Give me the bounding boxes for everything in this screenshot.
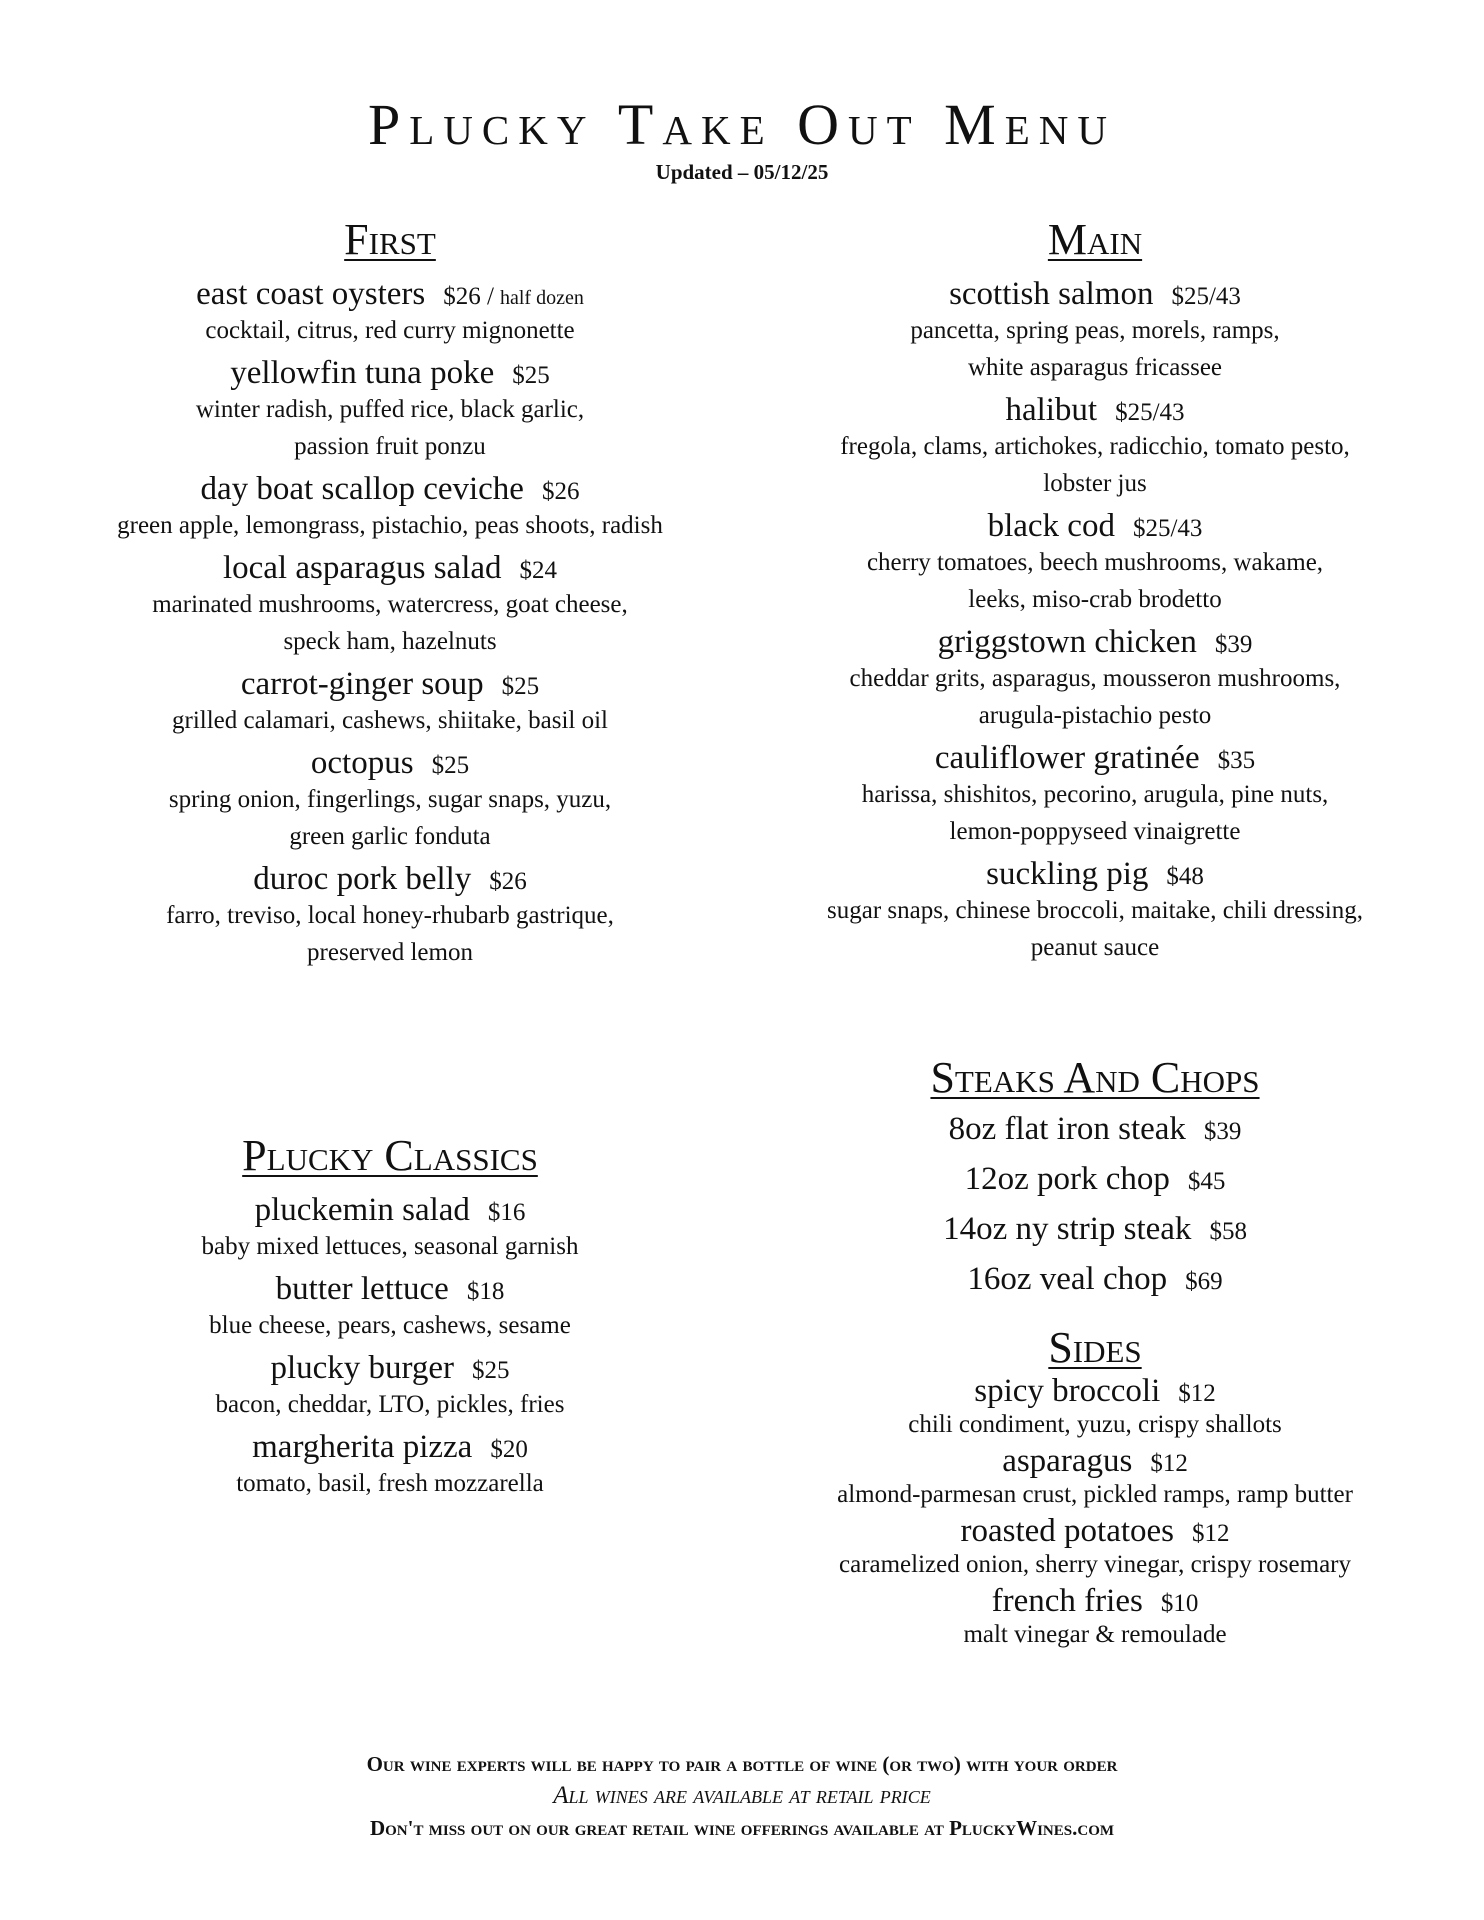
menu-item-description-line: baby mixed lettuces, seasonal garnish <box>201 1233 579 1260</box>
menu-item <box>60 471 720 544</box>
menu-item-heading <box>60 1271 720 1307</box>
menu-item-description-line: marinated mushrooms, watercress, goat cheese, <box>152 591 628 618</box>
menu-item-description-line: cocktail, citrus, red curry mignonette <box>205 317 575 344</box>
menu-item-price: $39 <box>1214 631 1253 658</box>
menu-item-description <box>60 1386 720 1423</box>
menu-item-description-line: caramelized onion, sherry vinegar, crispy rosemary <box>839 1551 1351 1578</box>
sides-section <box>765 1322 1425 1654</box>
menu-item-description <box>765 776 1425 850</box>
menu-item-price: $12 <box>1192 1520 1230 1547</box>
menu-item-name: day boat scallop ceviche <box>200 471 524 507</box>
menu-item-description-line: speck ham, hazelnuts <box>283 628 497 655</box>
menu-item <box>60 745 720 855</box>
menu-item-price: $39 <box>1203 1118 1242 1145</box>
menu-item-description <box>60 1465 720 1502</box>
menu-item-price: $69 <box>1185 1268 1223 1295</box>
footer-retail-price: All wines are available at retail price <box>553 1782 931 1809</box>
menu-item-heading <box>60 276 720 312</box>
footer-website: Don't miss out on our great retail wine offerings available at PluckyWines.com <box>369 1816 1115 1840</box>
menu-item <box>60 1429 720 1502</box>
section-title-sides: Sides <box>1048 1323 1142 1372</box>
menu-item-name: yellowfin tuna poke <box>230 355 495 391</box>
menu-item <box>60 550 720 660</box>
menu-item-heading <box>765 624 1425 660</box>
menu-item <box>765 1374 1425 1442</box>
menu-item-name: butter lettuce <box>275 1271 449 1307</box>
menu-item <box>765 1204 1425 1254</box>
menu-item-heading <box>60 861 720 897</box>
menu-item-description <box>60 1228 720 1265</box>
menu-item <box>60 1271 720 1344</box>
menu-item-description-line: harissa, shishitos, pecorino, arugula, pine nuts, <box>861 781 1329 808</box>
menu-item-heading <box>60 1429 720 1465</box>
menu-item <box>765 1104 1425 1154</box>
menu-item-heading <box>765 1154 1425 1204</box>
menu-item-description <box>765 660 1425 734</box>
first-items <box>60 276 720 971</box>
main-section <box>765 214 1425 972</box>
menu-item-heading <box>60 355 720 391</box>
section-title-first: First <box>344 215 436 264</box>
menu-item-description-line: cherry tomatoes, beech mushrooms, wakame, <box>866 549 1324 576</box>
menu-item-name: local asparagus salad <box>222 550 502 586</box>
menu-item-description-line: arugula-pistachio pesto <box>978 702 1212 729</box>
menu-item-heading <box>765 1374 1425 1408</box>
menu-item-description-line: blue cheese, pears, cashews, sesame <box>209 1312 571 1339</box>
section-title-classics: Plucky Classics <box>242 1131 538 1180</box>
menu-item-description <box>765 1408 1425 1442</box>
menu-item-description <box>60 1307 720 1344</box>
menu-item-name: plucky burger <box>270 1350 455 1386</box>
menu-item-price: $25 <box>512 362 550 389</box>
menu-item-description-line: tomato, basil, fresh mozzarella <box>236 1470 544 1497</box>
updated-date: Updated – 05/12/25 <box>655 160 829 184</box>
menu-item <box>765 392 1425 502</box>
menu-item-heading <box>60 666 720 702</box>
menu-item-description-line: almond-parmesan crust, pickled ramps, ramp butter <box>837 1481 1353 1508</box>
menu-item-heading <box>765 508 1425 544</box>
menu-item-description <box>765 544 1425 618</box>
menu-item-description-line: cheddar grits, asparagus, mousseron mushrooms, <box>849 665 1341 692</box>
menu-item-description <box>765 428 1425 502</box>
menu-item-heading <box>60 471 720 507</box>
menu-item-description <box>60 897 720 971</box>
menu-title: Plucky Take Out Menu <box>368 92 1116 157</box>
menu-item-price: $45 <box>1187 1168 1226 1195</box>
menu-item <box>765 624 1425 734</box>
menu-item-heading <box>765 740 1425 776</box>
menu-item-description <box>765 1618 1425 1652</box>
menu-item-price: $26 / <box>443 283 494 310</box>
menu-item-description-line: lobster jus <box>1043 470 1147 497</box>
menu-item-description-line: malt vinegar & remoulade <box>963 1621 1227 1648</box>
menu-item-price: $25 <box>472 1357 510 1384</box>
menu-item-price: $20 <box>490 1436 528 1463</box>
main-items <box>765 276 1425 966</box>
menu-item <box>60 666 720 739</box>
menu-item-description <box>765 1478 1425 1512</box>
menu-item-price: $25 <box>431 752 470 779</box>
menu-item-description-line: winter radish, puffed rice, black garlic, <box>195 396 585 423</box>
menu-item-heading <box>60 745 720 781</box>
menu-item <box>765 1444 1425 1512</box>
menu-item-description-line: grilled calamari, cashews, shiitake, basil oil <box>172 707 608 734</box>
menu-item-description-line: farro, treviso, local honey-rhubarb gastrique, <box>166 902 614 929</box>
menu-item-description-line: leeks, miso-crab brodetto <box>968 586 1222 613</box>
menu-item <box>60 355 720 465</box>
classics-items <box>60 1192 720 1502</box>
menu-item-name: black cod <box>987 508 1115 544</box>
menu-item-price: $25/43 <box>1132 515 1203 542</box>
menu-item <box>765 1584 1425 1652</box>
menu-item <box>60 861 720 971</box>
menu-item-price: $10 <box>1160 1590 1199 1617</box>
menu-item-heading <box>765 1444 1425 1478</box>
menu-item-price: $24 <box>519 557 558 584</box>
menu-item-heading <box>60 1192 720 1228</box>
menu-item-description-line: green garlic fonduta <box>289 823 491 850</box>
menu-item-name: scottish salmon <box>949 276 1154 312</box>
menu-item-heading <box>765 1584 1425 1618</box>
menu-item-description-line: fregola, clams, artichokes, radicchio, tomato pesto, <box>840 433 1350 460</box>
menu-item-description-line: white asparagus fricassee <box>967 354 1223 381</box>
menu-item-name: 12oz pork chop <box>964 1161 1170 1197</box>
menu-item-description <box>60 586 720 660</box>
menu-item <box>765 856 1425 966</box>
menu-item-name: duroc pork belly <box>253 861 472 897</box>
menu-item-price: $35 <box>1217 747 1256 774</box>
menu-item-name: pluckemin salad <box>254 1192 470 1228</box>
menu-item-heading <box>765 1104 1425 1154</box>
menu-item-description-line: preserved lemon <box>307 939 473 966</box>
menu-item <box>765 508 1425 618</box>
menu-item-description <box>765 312 1425 386</box>
menu-item-price: $12 <box>1178 1380 1216 1407</box>
menu-item-name: roasted potatoes <box>960 1513 1175 1549</box>
menu-item <box>765 1514 1425 1582</box>
section-title-steaks: Steaks And Chops <box>930 1053 1260 1102</box>
menu-item-name: octopus <box>310 745 414 781</box>
menu-item-description <box>60 312 720 349</box>
menu-item-heading <box>60 550 720 586</box>
footer-wine-pairing: Our wine experts will be happy to pair a bottle of wine (or two) with your order <box>366 1752 1118 1776</box>
menu-item-name: spicy broccoli <box>974 1373 1161 1409</box>
menu-item-description-line: spring onion, fingerlings, sugar snaps, yuzu, <box>168 786 612 813</box>
menu-item-description-line: bacon, cheddar, LTO, pickles, fries <box>215 1391 565 1418</box>
menu-item-price: $25/43 <box>1115 399 1185 426</box>
menu-item-name: suckling pig <box>986 856 1149 892</box>
menu-item-unit: half dozen <box>499 287 584 309</box>
menu-item-heading <box>765 856 1425 892</box>
steaks-section <box>765 1052 1425 1304</box>
sides-items <box>765 1374 1425 1652</box>
menu-item-description-line: passion fruit ponzu <box>294 433 486 460</box>
menu-item <box>60 276 720 349</box>
menu-item-price: $18 <box>466 1278 505 1305</box>
menu-item-price: $48 <box>1166 863 1204 890</box>
footer <box>0 1748 1484 1844</box>
menu-item-name: griggstown chicken <box>937 624 1197 660</box>
menu-item-name: carrot-ginger soup <box>240 666 484 702</box>
menu-item-description <box>60 507 720 544</box>
menu-item-description <box>60 781 720 855</box>
menu-item-name: east coast oysters <box>196 276 426 312</box>
menu-item-description-line: chili condiment, yuzu, crispy shallots <box>908 1411 1282 1438</box>
first-section <box>60 214 720 977</box>
menu-item-description <box>60 702 720 739</box>
menu-item-name: asparagus <box>1002 1443 1133 1479</box>
menu-item-heading <box>765 276 1425 312</box>
menu-item-description <box>765 892 1425 966</box>
menu-item-description <box>60 391 720 465</box>
classics-section <box>60 1130 720 1508</box>
menu-item <box>765 276 1425 386</box>
menu-item-description-line: lemon-poppyseed vinaigrette <box>949 818 1241 845</box>
menu-item-heading <box>765 1514 1425 1548</box>
menu-item-price: $12 <box>1150 1450 1188 1477</box>
menu-item-heading <box>60 1350 720 1386</box>
menu-item <box>60 1192 720 1265</box>
menu-item-heading <box>765 1254 1425 1304</box>
menu-item-description-line: sugar snaps, chinese broccoli, maitake, chili dressing, <box>827 897 1363 924</box>
menu-item-price: $16 <box>487 1199 526 1226</box>
menu-item-price: $26 <box>489 868 527 895</box>
steaks-items <box>765 1104 1425 1304</box>
menu-item-name: margherita pizza <box>252 1429 473 1465</box>
section-title-main: Main <box>1047 215 1143 264</box>
menu-item-name: cauliflower gratinée <box>934 740 1200 776</box>
menu-item-name: french fries <box>991 1583 1143 1619</box>
menu-item-price: $25 <box>501 673 540 700</box>
menu-item <box>765 1254 1425 1304</box>
menu-item-price: $25/43 <box>1171 283 1241 310</box>
menu-item-heading <box>765 1204 1425 1254</box>
menu-item-name: halibut <box>1005 392 1098 428</box>
menu-item-name: 8oz flat iron steak <box>948 1111 1186 1147</box>
menu-item-heading <box>765 392 1425 428</box>
menu-item <box>60 1350 720 1423</box>
menu-item <box>765 1154 1425 1204</box>
menu-item-description-line: pancetta, spring peas, morels, ramps, <box>910 317 1280 344</box>
menu-item <box>765 740 1425 850</box>
menu-item-name: 14oz ny strip steak <box>943 1211 1192 1247</box>
menu-item-price: $26 <box>541 478 580 505</box>
menu-item-price: $58 <box>1209 1218 1247 1245</box>
menu-item-name: 16oz veal chop <box>967 1261 1168 1297</box>
menu-item-description-line: green apple, lemongrass, pistachio, peas shoots, radish <box>117 512 663 539</box>
menu-item-description-line: peanut sauce <box>1030 934 1160 961</box>
menu-item-description <box>765 1548 1425 1582</box>
